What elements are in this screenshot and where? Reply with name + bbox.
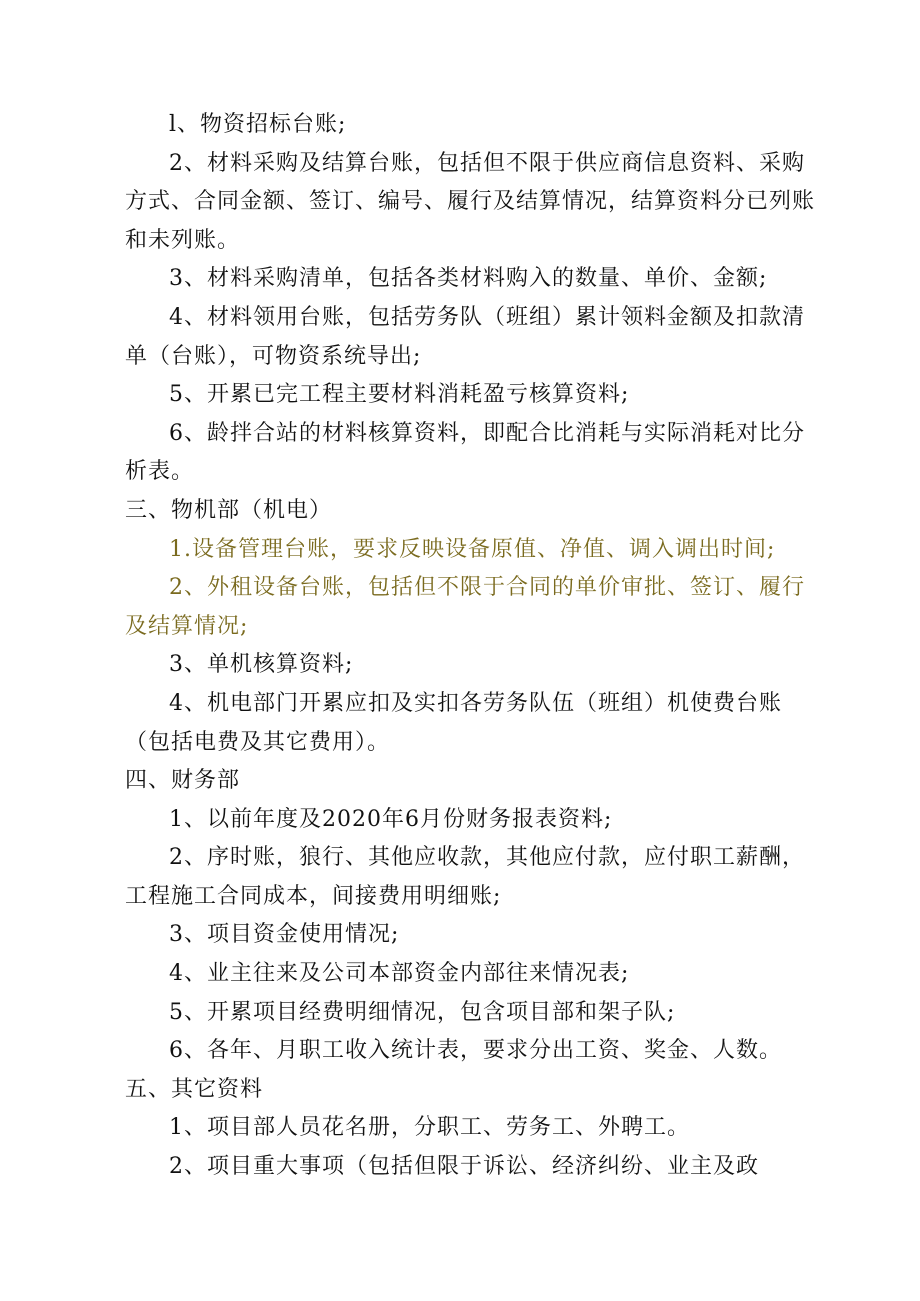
paragraph-machine-accounting: 3、单机核算资料; xyxy=(169,652,354,678)
paragraph-materials-bidding-ledger: l、物资招标台账; xyxy=(169,112,347,137)
paragraph-fund-usage: 3、项目资金使用情况; xyxy=(169,922,400,948)
paragraph-staff-roster: 1、项目部人员花名册，分职工、劳务工、外聘工。 xyxy=(169,1115,690,1141)
paragraph-materials-consumption: 5、开累已完工程主要材料消耗盈亏核算资料; xyxy=(169,382,630,408)
paragraph-equipment-ledger: 1.设备管理台账，要求反映设备原值、净值、调入调出时间; xyxy=(169,536,776,562)
paragraph-major-events: 2、项目重大事项（包括但限于诉讼、经济纠纷、业主及政 xyxy=(169,1154,759,1180)
paragraph-owner-transactions: 4、业主往来及公司本部资金内部往来情况表; xyxy=(169,961,630,987)
paragraph-mixing-station: 6、龄拌合站的材料核算资料，即配合比消耗与实际消耗对比分析表。 xyxy=(125,420,805,485)
paragraph-project-expenses: 5、开累项目经费明细情况，包含项目部和架子队; xyxy=(169,999,676,1025)
paragraph-machine-fee-ledger: 4、机电部门开累应扣及实扣各劳务队伍（班组）机使费台账（包括电费及其它费用）。 xyxy=(125,690,782,755)
paragraph-materials-purchase-list: 3、材料采购清单，包括各类材料购入的数量、单价、金额; xyxy=(169,266,768,292)
paragraph-materials-purchase-ledger: 2、材料采购及结算台账，包括但不限于供应商信息资料、采购方式、合同金额、签订、编号、履行及结算情况，结算资料分已列账和未列账。 xyxy=(125,150,816,253)
section-heading-finance-dept: 四、财务部 xyxy=(125,768,241,794)
section-heading-equipment-dept: 三、物机部（机电） xyxy=(125,497,333,523)
document-body xyxy=(125,106,815,1187)
paragraph-ledger-details: 2、序时账，狼行、其他应收款，其他应付款，应付职工薪酬，工程施工合同成本，间接费用明细账; xyxy=(125,845,805,909)
paragraph-income-statistics: 6、各年、月职工收入统计表，要求分出工资、奖金、人数。五、其它资料 xyxy=(125,1038,782,1102)
paragraph-leased-equipment-ledger: 2、外租设备台账，包括但不限于合同的单价审批、签订、履行及结算情况; xyxy=(125,575,805,639)
paragraph-financial-statements: 1、以前年度及2020年6月份财务报表资料; xyxy=(169,806,613,832)
paragraph-materials-usage-ledger: 4、材料领用台账，包括劳务队（班组）累计领料金额及扣款清单（台账），可物资系统导出; xyxy=(125,304,805,369)
